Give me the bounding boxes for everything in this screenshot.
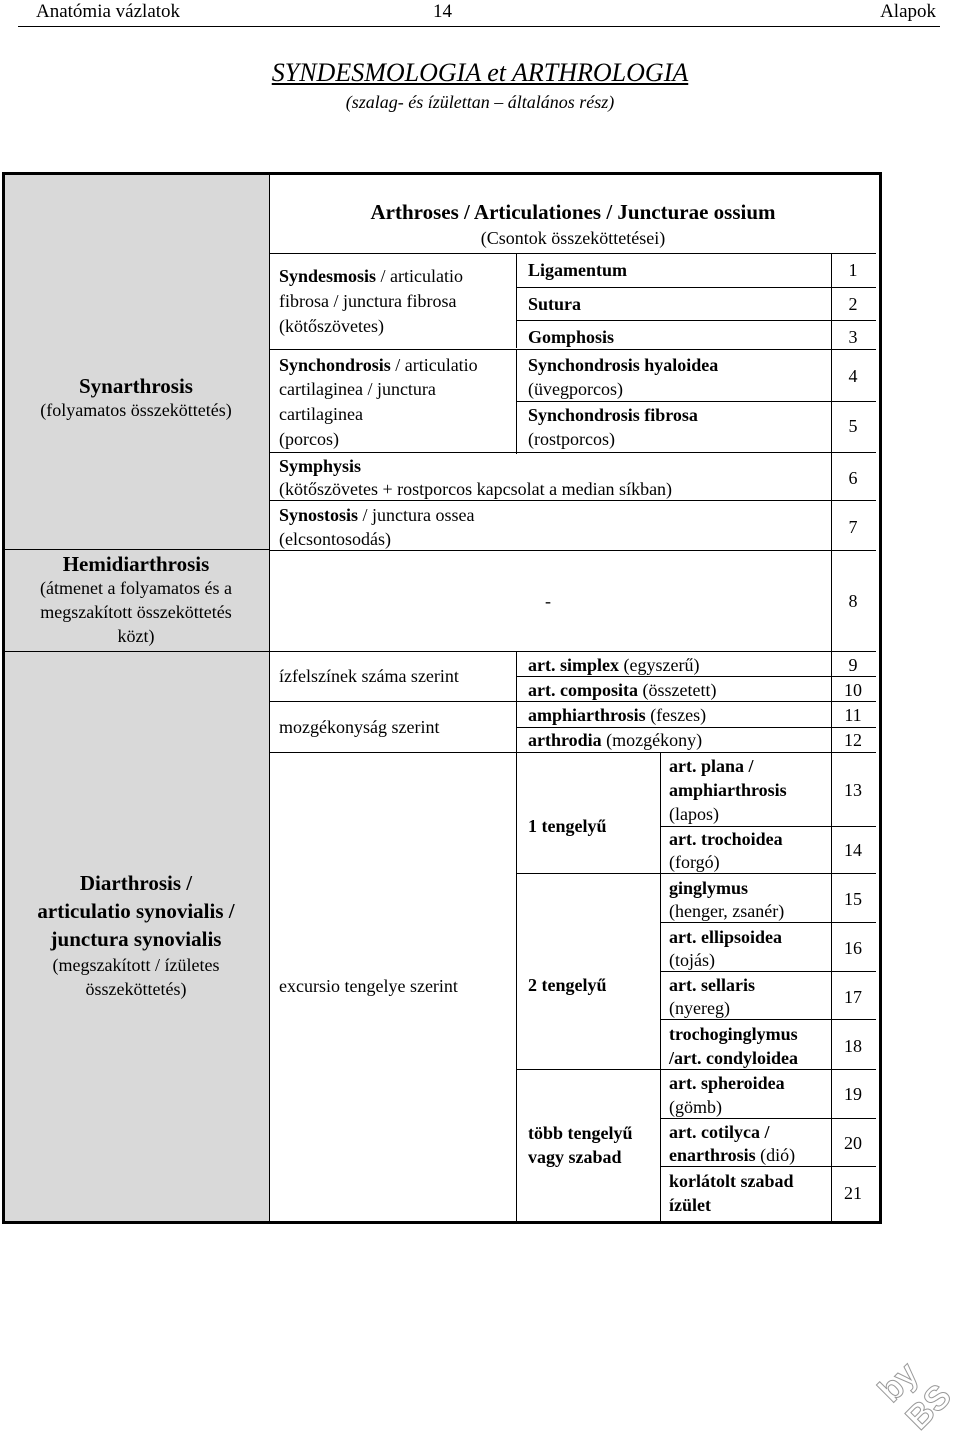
line xyxy=(270,651,876,652)
row-20-num: 20 xyxy=(844,1133,862,1153)
line xyxy=(516,320,876,321)
row-21-l2: ízület xyxy=(669,1195,711,1215)
synchondrosis-line-1: Synchondrosis / articulatio xyxy=(279,355,478,375)
row-10-label: art. composita (összetett) xyxy=(528,680,717,700)
line xyxy=(270,253,876,254)
criteria-mobility: mozgékonyság szerint xyxy=(279,717,440,737)
row-15-l1: ginglymus xyxy=(669,878,749,898)
synarthrosis-name: Synarthrosis xyxy=(79,374,193,398)
table-title: Arthroses / Articulationes / Juncturae ossium xyxy=(370,200,776,224)
row-1-num: 1 xyxy=(848,260,858,280)
line xyxy=(516,253,517,348)
row-3-label: Gomphosis xyxy=(528,327,615,347)
row-17-l1: art. sellaris xyxy=(669,975,755,995)
line xyxy=(4,651,270,652)
criteria-surfaces: ízfelszínek száma szerint xyxy=(279,666,459,686)
row-5-num: 5 xyxy=(848,416,858,436)
row-16-l1: art. ellipsoidea xyxy=(669,927,782,947)
row-20-l1: art. cotilyca / xyxy=(669,1122,770,1142)
axis-many-2: vagy szabad xyxy=(528,1147,622,1167)
axis-two: 2 tengelyű xyxy=(528,975,607,995)
axis-many-1: több tengelyű xyxy=(528,1123,633,1143)
row-2-label: Sutura xyxy=(528,294,582,314)
row-5-desc: (rostporcos) xyxy=(528,429,615,449)
row-18-num: 18 xyxy=(844,1036,862,1056)
row-5-label: Synchondrosis fibrosa xyxy=(528,405,698,425)
line xyxy=(516,752,517,1221)
row-1-label: Ligamentum xyxy=(528,260,627,280)
line xyxy=(270,349,876,350)
row-16-l2: (tojás) xyxy=(669,950,715,970)
hemidiarthrosis-label xyxy=(3,552,269,648)
row-21-l1: korlátolt szabad xyxy=(669,1171,794,1191)
row-7-desc: (elcsontosodás) xyxy=(279,529,391,549)
header-right: Alapok xyxy=(880,1,936,22)
row-20-l2: enarthrosis (dió) xyxy=(669,1145,796,1165)
row-3-num: 3 xyxy=(848,327,858,347)
page-title: SYNDESMOLOGIA et ARTHROLOGIA xyxy=(271,58,689,87)
row-13-l3: (lapos) xyxy=(669,804,719,824)
row-6-desc: (kötőszövetes + rostporcos kapcsolat a median síkban) xyxy=(279,479,673,499)
row-15-num: 15 xyxy=(844,889,862,909)
synchondrosis-line-3: cartilaginea xyxy=(279,404,363,424)
row-7-num: 7 xyxy=(848,517,858,537)
page-header xyxy=(18,0,940,27)
hemidiarthrosis-desc-1: (átmenet a folyamatos és a xyxy=(40,578,232,598)
row-13-l2: amphiarthrosis xyxy=(669,780,787,800)
hemidiarthrosis-desc-3: közt) xyxy=(117,626,155,646)
diarthrosis-name-3: junctura synovialis xyxy=(50,927,222,951)
diarthrosis-label xyxy=(3,869,269,1001)
diarthrosis-desc-1: (megszakított / ízületes xyxy=(52,955,220,975)
line xyxy=(516,287,876,288)
row-12-label: arthrodia (mozgékony) xyxy=(528,730,703,750)
row-17-num: 17 xyxy=(844,987,862,1007)
line xyxy=(831,651,832,1221)
hemidiarthrosis-desc-2: megszakított összeköttetés xyxy=(40,602,232,622)
line xyxy=(516,350,517,454)
row-15-l2: (henger, zsanér) xyxy=(669,901,785,921)
row-13-l1: art. plana / xyxy=(669,756,754,776)
line xyxy=(660,752,661,1221)
line xyxy=(4,549,270,550)
row-4-label: Synchondrosis hyaloidea xyxy=(528,355,719,375)
row-21-num: 21 xyxy=(844,1183,862,1203)
syndesmosis-line-1: Syndesmosis / articulatio xyxy=(279,266,463,286)
row-4-desc: (üvegporcos) xyxy=(528,379,623,399)
row-11-num: 11 xyxy=(844,705,862,725)
row-8-label: - xyxy=(545,591,551,611)
row-9-num: 9 xyxy=(848,655,858,675)
synarthrosis-label xyxy=(3,374,269,422)
criteria-axis: excursio tengelye szerint xyxy=(279,976,458,996)
syndesmosis-line-3: (kötőszövetes) xyxy=(279,316,384,336)
page-number: 14 xyxy=(433,1,452,22)
row-19-l1: art. spheroidea xyxy=(669,1073,785,1093)
row-4-num: 4 xyxy=(848,366,858,386)
synchondrosis-line-4: (porcos) xyxy=(279,429,339,449)
diarthrosis-name-2: articulatio synovialis / xyxy=(37,899,235,923)
table-subtitle: (Csontok összeköttetései) xyxy=(480,228,666,248)
row-6-num: 6 xyxy=(848,468,858,488)
hemidiarthrosis-name: Hemidiarthrosis xyxy=(62,552,210,576)
line xyxy=(270,452,876,453)
header-left: Anatómia vázlatok xyxy=(36,1,181,22)
row-10-num: 10 xyxy=(844,680,862,700)
row-6-label: Symphysis xyxy=(279,456,362,476)
row-14-l1: art. trochoidea xyxy=(669,829,783,849)
syndesmosis-line-2: fibrosa / junctura fibrosa xyxy=(279,291,457,311)
row-8-num: 8 xyxy=(848,591,858,611)
diarthrosis-name-1: Diarthrosis / xyxy=(79,871,193,895)
row-19-l2: (gömb) xyxy=(669,1097,722,1117)
row-14-l2: (forgó) xyxy=(669,852,720,872)
row-14-num: 14 xyxy=(844,840,862,860)
row-16-num: 16 xyxy=(844,938,862,958)
row-11-label: amphiarthrosis (feszes) xyxy=(528,705,707,725)
synarthrosis-desc: (folyamatos összeköttetés) xyxy=(40,400,232,420)
row-18-l1: trochoginglymus xyxy=(669,1024,798,1044)
row-9-label: art. simplex (egyszerű) xyxy=(528,655,700,675)
watermark-logo: by BS xyxy=(870,1354,959,1438)
synchondrosis-line-2: cartilaginea / junctura xyxy=(279,379,436,399)
row-13-num: 13 xyxy=(844,780,862,800)
line xyxy=(516,401,876,402)
axis-one: 1 tengelyű xyxy=(528,816,607,836)
row-7-line-1: Synostosis / junctura ossea xyxy=(279,505,475,525)
line xyxy=(270,752,876,753)
row-17-l2: (nyereg) xyxy=(669,998,730,1018)
row-12-num: 12 xyxy=(844,730,862,750)
diarthrosis-desc-2: összeköttetés) xyxy=(85,979,187,999)
row-18-l2: /art. condyloidea xyxy=(669,1048,798,1068)
row-2-num: 2 xyxy=(848,294,858,314)
page-subtitle: (szalag- és ízülettan – általános rész) xyxy=(345,92,615,112)
row-19-num: 19 xyxy=(844,1084,862,1104)
